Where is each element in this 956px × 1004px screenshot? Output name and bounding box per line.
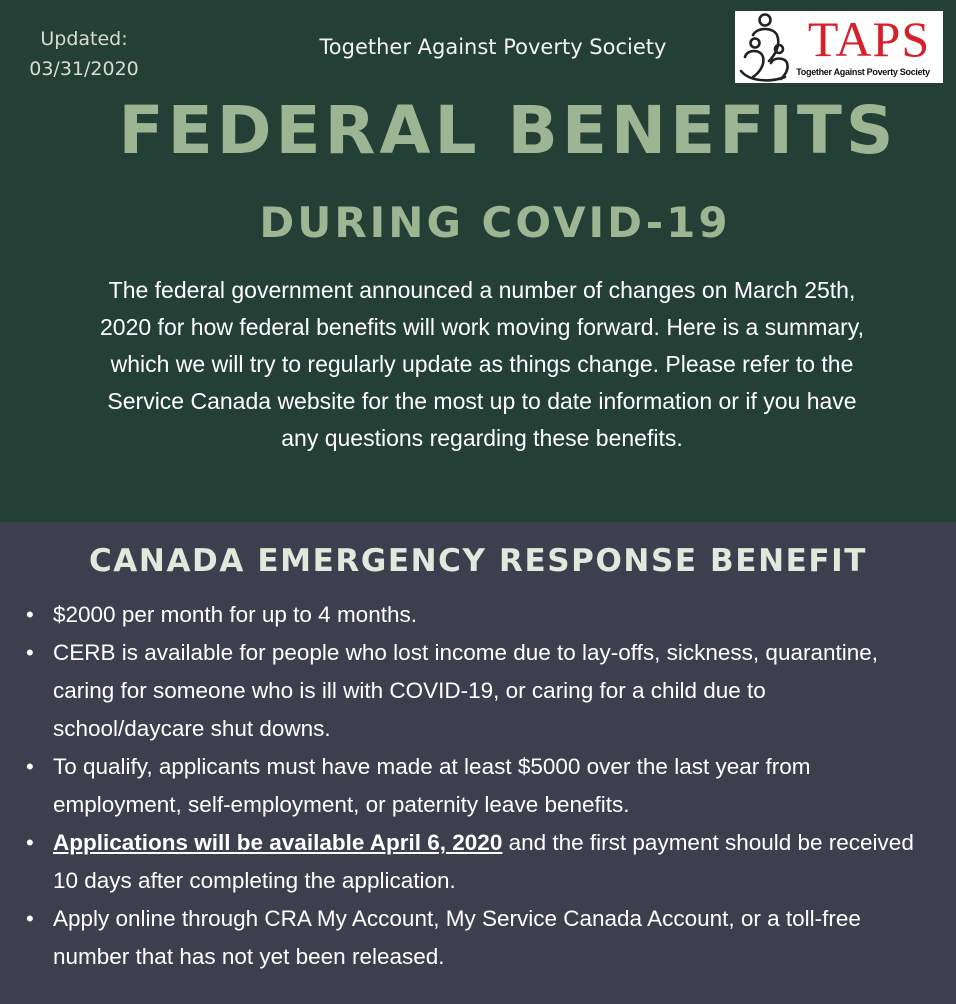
taps-logo bbox=[735, 11, 943, 83]
main-title: FEDERAL BENEFITS bbox=[118, 92, 898, 169]
intro-paragraph: The federal government announced a number of changes on March 25th, 2020 for how federal benefits will work moving forward. Here is a summary, which we will try to regularly update as things change. Please refer to the Service Canada website for the most up to date information or if you have any questions regarding these benefits. bbox=[100, 277, 864, 451]
bullet-icon: • bbox=[26, 754, 34, 779]
sub-title: DURING COVID-19 bbox=[259, 198, 731, 247]
list-item-text: and the first payment should be received 10 days after completing the application. bbox=[53, 830, 914, 893]
logo-tagline: Together Against Poverty Society bbox=[796, 67, 930, 77]
list-item bbox=[22, 748, 922, 824]
updated-notice bbox=[6, 24, 162, 84]
organization-name: Together Against Poverty Society bbox=[319, 35, 667, 59]
bullet-icon: • bbox=[26, 640, 34, 665]
cerb-heading: CANADA EMERGENCY RESPONSE BENEFIT bbox=[88, 543, 868, 579]
application-date-emphasis: Applications will be available April 6, 2020 bbox=[53, 830, 503, 855]
list-item bbox=[22, 824, 922, 900]
list-item bbox=[22, 634, 922, 748]
list-item-text: Apply online through CRA My Account, My Service Canada Account, or a toll-free number that has not yet been released. bbox=[53, 906, 861, 969]
cerb-bullet-list bbox=[22, 596, 922, 976]
list-item-text: $2000 per month for up to 4 months. bbox=[53, 602, 417, 627]
list-item bbox=[22, 596, 922, 634]
bullet-icon: • bbox=[26, 906, 34, 931]
updated-date: 03/31/2020 bbox=[29, 58, 139, 80]
list-item-text: To qualify, applicants must have made at least $5000 over the last year from employment, self-employment, or paternity leave benefits. bbox=[53, 754, 811, 817]
list-item bbox=[22, 900, 922, 976]
logo-wordmark: TAPS bbox=[807, 11, 931, 67]
updated-label: Updated: bbox=[40, 28, 128, 50]
bullet-icon: • bbox=[26, 602, 34, 627]
bullet-icon: • bbox=[26, 830, 34, 855]
list-item-text: CERB is available for people who lost income due to lay-offs, sickness, quarantine, caring for someone who is ill with COVID-19, or caring for a child due to school/daycare shut downs. bbox=[53, 640, 879, 741]
cerb-section bbox=[0, 522, 956, 1004]
